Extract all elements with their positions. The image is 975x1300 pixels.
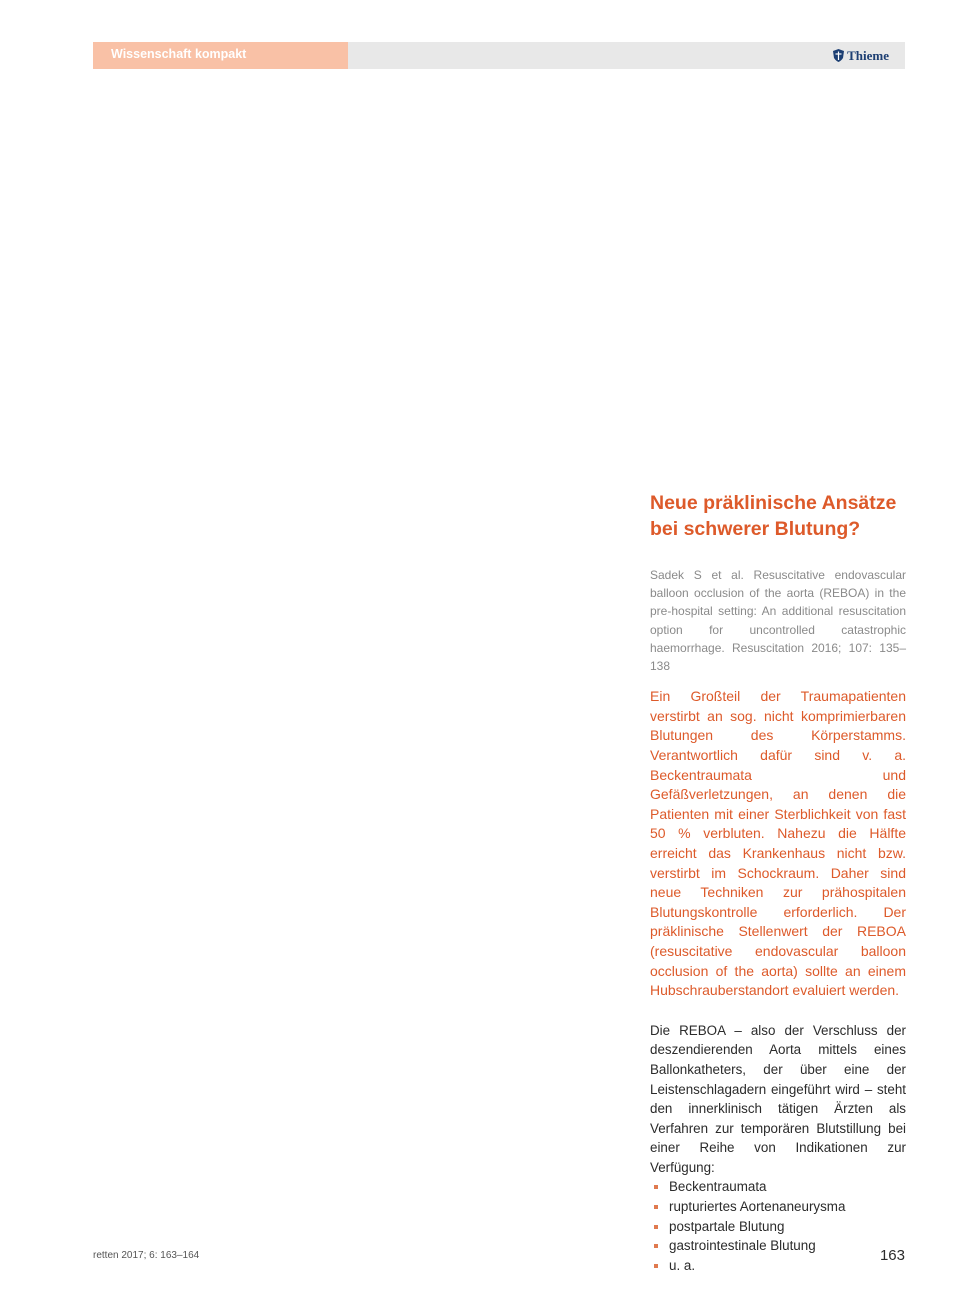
list-item xyxy=(650,1217,906,1237)
citation: Sadek S et al. Resuscitative endovascular balloon occlusion of the aorta (REBOA) in the pre-hospital setting: An additional resuscitation option for uncontrolled catastrophic haemorrhage. Resuscitation 2016; 107: 135–138 xyxy=(650,568,906,674)
list-item xyxy=(650,1256,906,1276)
list-item-text: postpartale Blutung xyxy=(669,1218,785,1234)
article-title-line-2: bei schwerer Blutung? xyxy=(650,518,861,540)
list-item xyxy=(650,1236,906,1256)
indication-list xyxy=(650,1177,906,1275)
bullet-square-icon xyxy=(654,1264,658,1268)
journal-reference: retten 2017; 6: 163–164 xyxy=(93,1250,200,1261)
thieme-logo-icon xyxy=(833,49,844,62)
page-number: 163 xyxy=(879,1247,905,1264)
header-bar xyxy=(93,42,905,69)
article xyxy=(650,490,906,1275)
list-item-text: rupturiertes Aortenaneurysma xyxy=(669,1199,846,1215)
bullet-square-icon xyxy=(654,1225,658,1229)
bullet-square-icon xyxy=(654,1185,658,1189)
bullet-square-icon xyxy=(654,1244,658,1248)
article-title-line-1: Neue präklinische Ansätze xyxy=(650,492,897,514)
publisher-name: Thieme xyxy=(847,48,889,63)
bullet-square-icon xyxy=(654,1205,658,1209)
list-item-text: gastrointestinale Blutung xyxy=(669,1238,816,1254)
list-item xyxy=(650,1177,906,1197)
list-item-text: u. a. xyxy=(669,1257,696,1273)
list-item xyxy=(650,1197,906,1217)
publisher-logo xyxy=(833,42,889,69)
article-title xyxy=(650,490,906,542)
list-item-text: Beckentraumata xyxy=(669,1179,767,1195)
abstract: Ein Großteil der Traumapatienten verstirbt an sog. nicht komprimierbaren Blutungen des Körperstamms. Verantwortlich dafür sind v. a. Beckentraumata und Gefäßverletzungen, an denen die Patienten mit einer Sterblichkeit von fast 50 % verbluten. Nahezu die Hälfte erreicht das Krankenhaus nicht bzw. verstirbt im Schockraum. Daher sind neue Techniken zur prähospitalen Blutungskontrolle erforderlich. Der präklinische Stellenwert der REBOA (resuscitative endovascular balloon occlusion of the aorta) sollte an einem Hubschrauberstandort evaluiert werden. xyxy=(650,688,906,999)
body-text: Die REBOA – also der Verschluss der deszendierenden Aorta mittels eines Ballonkatheters, der über eine der Leistenschlagadern eingeführt wird – steht den innerklinisch tätigen Ärzten als Verfahren zur temporären Blutstillung bei einer Reihe von Indikationen zur Verfügung: xyxy=(650,1022,906,1175)
section-label: Wissenschaft kompakt xyxy=(93,42,348,69)
